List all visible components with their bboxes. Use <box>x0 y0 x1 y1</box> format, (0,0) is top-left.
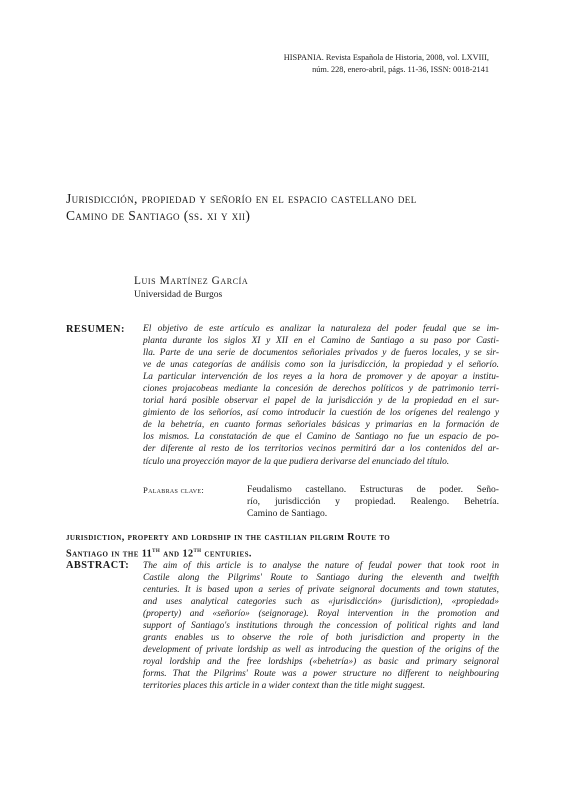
english-title-part: Santiago in the 11 <box>66 548 153 560</box>
keywords-line: Camino de Santiago. <box>247 508 328 520</box>
abstract-line: Castile along the Pilgrims' Route to Santiago during the eleventh and twelfth <box>143 573 499 584</box>
journal-issue-line: núm. 228, enero-abril, págs. 11-36, ISSN: 0018-2141 <box>312 65 489 74</box>
english-title-line-1: jurisdiction, property and lordship in the castilian pilgrim Route to <box>66 532 391 543</box>
resumen-line: de la behetría, en cuanto formas señoriales básicas y primarias en la formación de <box>143 420 499 431</box>
english-title-part: centuries. <box>201 548 252 560</box>
resumen-line: gimiento de los señoríos, así como introducir la cuestión de los orígenes del realengo y <box>143 408 499 419</box>
abstract-line: forms. That the Pilgrims' Route was a power structure no different to neighbouring <box>143 669 499 680</box>
resumen-line: der diferente al resto de los territorios vecinos permitirá dar a los contenidos del ar- <box>143 444 499 455</box>
resumen-line: torial hará posible observar el papel de la jurisdicción y de la propiedad en el sur- <box>143 396 499 407</box>
abstract-label: ABSTRACT: <box>66 560 130 571</box>
author-name: Luis Martínez García <box>134 275 249 287</box>
journal-citation-line: HISPANIA. Revista Española de Historia, 2008, vol. LXVIII, <box>283 53 489 62</box>
english-title-line-2 <box>66 544 506 560</box>
resumen-label: RESUMEN: <box>66 324 125 335</box>
abstract-line: centuries. It is based upon a series of private seignoral documents and town statutes, <box>143 585 499 596</box>
abstract-line: development of private lordship as well as introducing the question of the origins of the <box>143 645 499 656</box>
article-title-line-2: Camino de Santiago (ss. xi y xii) <box>66 208 251 223</box>
resumen-line: tículo una proyección mayor de la que pudiera derivarse del enunciado del título. <box>143 456 450 467</box>
resumen-line: El objetivo de este artículo es analizar la naturaleza del poder feudal que se im- <box>143 324 499 334</box>
resumen-line: lla. Parte de una serie de documentos señoriales privados y de fueros locales, y se sir- <box>143 348 499 359</box>
resumen-line: La particular intervención de los reyes a la hora de promover y de apoyar a institu- <box>143 372 499 383</box>
abstract-line: territories places this article in a wider context than the title might suggest. <box>143 681 426 692</box>
english-title-part: and 12 <box>160 548 194 560</box>
keywords-text <box>247 484 499 521</box>
resumen-text <box>143 323 499 468</box>
article-title <box>66 190 506 224</box>
keywords-line: Feudalismo castellano. Estructuras de poder. Seño- <box>247 484 499 495</box>
superscript: th <box>152 546 161 554</box>
keywords-label: Palabras clave: <box>143 485 205 495</box>
resumen-line: planta durante los siglos XI y XII en el Camino de Santiago a su paso por Casti- <box>143 336 499 347</box>
abstract-line: (property) and «señorío» (seignorage). Royal intervention in the promotion and <box>143 609 499 620</box>
english-title <box>66 531 506 560</box>
abstract-line: royal lordship and the free lordships («behetría») as basic and primary seignoral <box>143 657 499 668</box>
journal-header <box>284 52 489 76</box>
author-affiliation: Universidad de Burgos <box>134 289 223 300</box>
keywords-line: río, jurisdicción y propiedad. Realengo. Behetría. <box>247 496 499 508</box>
abstract-text <box>143 560 499 693</box>
article-title-line-1: Jurisdicción, propiedad y señorío en el espacio castellano del <box>66 191 417 206</box>
resumen-line: ciones projacobeas mediante la concesión de derechos políticos y de patrimonio terri- <box>143 384 499 395</box>
resumen-line: ve de unas categorías de análisis como son la jurisdicción, la propiedad y el señorío. <box>143 360 499 371</box>
abstract-line: and uses analytical categories such as «jurisdicción» (jurisdiction), «propiedad» <box>143 597 499 608</box>
resumen-line: los mismos. La constatación de que el Camino de Santiago no fue un espacio de po- <box>143 432 499 443</box>
abstract-line: support of Santiago's institutions through the concession of political rights and land <box>143 621 499 632</box>
abstract-line: The aim of this article is to analyse the nature of feudal power that took root in <box>143 561 499 571</box>
abstract-line: grants enables us to observe the role of both jurisdiction and property in the <box>143 633 499 644</box>
superscript: th <box>193 546 202 554</box>
